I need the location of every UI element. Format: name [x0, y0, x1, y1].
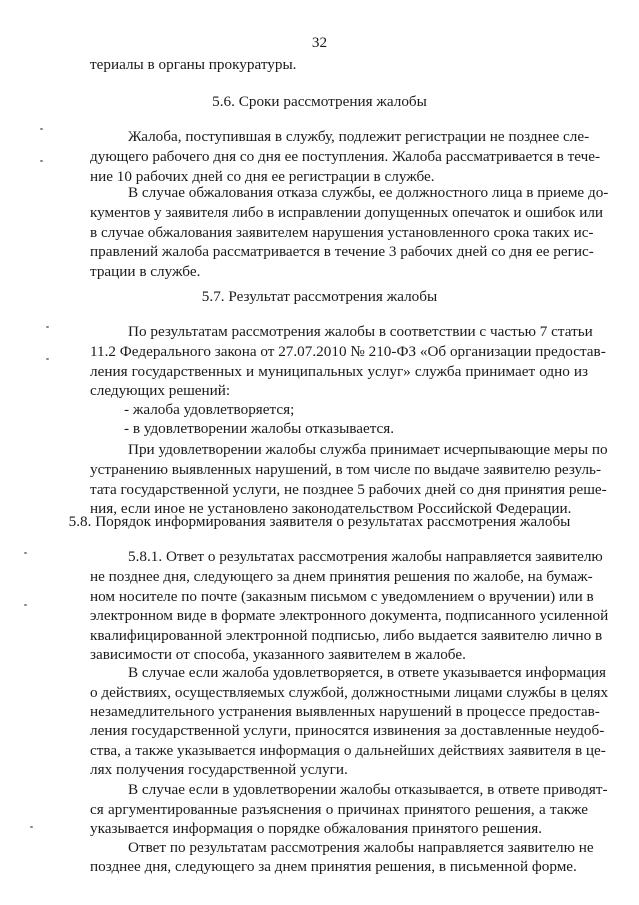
paragraph-line: не позднее дня, следующего за днем принятия решения по жалобе, на бумаж- [90, 568, 593, 585]
paragraph-line: в случае обжалования заявителем нарушения установленного срока таких ис- [90, 224, 594, 241]
paragraph-line: квалифицированной электронной подписью, либо выдается заявителю лично в [90, 627, 603, 644]
paragraph-line: В случае если жалоба удовлетворяется, в ответе указывается информация [128, 664, 606, 681]
paragraph-line: ном носителе по почте (заказным письмом с уведомлением о вручении) или в [90, 588, 594, 605]
continuation-line: териалы в органы прокуратуры. [90, 56, 297, 73]
paragraph-line: ства, а также указывается информация о дальнейших действиях заявителя в це- [90, 742, 606, 759]
paragraph-line: По результатам рассмотрения жалобы в соответствии с частью 7 статьи [128, 323, 593, 340]
paragraph-line: трации в службе. [90, 263, 201, 280]
section-heading-5-7: 5.7. Результат рассмотрения жалобы [201, 288, 438, 305]
paragraph-line: 11.2 Федерального закона от 27.07.2010 № 210-ФЗ «Об организации предостав- [90, 343, 606, 360]
paragraph-line: ления государственной услуги, приносятся извинения за доставленные неудоб- [90, 722, 605, 739]
paragraph-line: ния, если иное не установлено законодательством Российской Федерации. [90, 500, 572, 517]
paragraph-line: о действиях, осуществляемых службой, должностными лицами службы в целях [90, 684, 609, 701]
paragraph-line: устранению выявленных нарушений, в том числе по выдаче заявителю резуль- [90, 461, 602, 478]
paragraph-line: Ответ по результатам рассмотрения жалобы направляется заявителю не [128, 839, 594, 856]
list-item: - жалоба удовлетворяется; [124, 401, 295, 418]
scan-speck [46, 326, 49, 328]
paragraph-line: ся аргументированные разъяснения о причинах принятого решения, а также [90, 801, 588, 818]
paragraph-line: незамедлительного устранения выявленных нарушений в процессе предостав- [90, 703, 600, 720]
paragraph-line: кументов у заявителя либо в исправлении допущенных опечаток и ошибок или [90, 204, 604, 221]
scan-speck [46, 358, 49, 360]
paragraph-line: В случае обжалования отказа службы, ее должностного лица в приеме до- [128, 184, 609, 201]
paragraph-line: электронном виде в формате электронного документа, подписанного усиленной [90, 607, 609, 624]
scan-speck [30, 826, 33, 828]
scan-speck [24, 604, 27, 606]
section-heading-5-6: 5.6. Сроки рассмотрения жалобы [212, 93, 427, 110]
paragraph-line: 5.8.1. Ответ о результатах рассмотрения жалобы направляется заявителю [128, 548, 603, 565]
paragraph-line: лях получения государственной услуги. [90, 761, 348, 778]
paragraph-line: В случае если в удовлетворении жалобы отказывается, в ответе приводят- [128, 781, 608, 798]
paragraph-line: Жалоба, поступившая в службу, подлежит регистрации не позднее сле- [128, 128, 590, 145]
paragraph-line: дующего рабочего дня со дня ее поступления. Жалоба рассматривается в тече- [90, 148, 601, 165]
scan-speck [40, 128, 43, 130]
paragraph-line: тата государственной услуги, не позднее 5 рабочих дней со дня принятия реше- [90, 481, 607, 498]
paragraph-line: ления государственных и муниципальных услуг» служба принимает одно из [90, 363, 588, 380]
section-heading-5-8: 5.8. Порядок информирования заявителя о результатах рассмотрения жалобы [68, 513, 571, 530]
list-item: - в удовлетворении жалобы отказывается. [124, 420, 395, 437]
paragraph-line: следующих решений: [90, 382, 231, 399]
paragraph-line: правлений жалоба рассматривается в течение 3 рабочих дней со дня ее регис- [90, 243, 594, 260]
paragraph-line: зависимости от способа, указанного заявителем в жалобе. [90, 646, 466, 663]
paragraph-line: позднее дня, следующего за днем принятия решения, в письменной форме. [90, 858, 577, 875]
paragraph-line: указывается информация о порядке обжалования принятого решения. [90, 820, 543, 837]
scan-speck [24, 552, 27, 554]
scan-speck [40, 160, 43, 162]
paragraph-line: ние 10 рабочих дней со дня ее регистрации в службе. [90, 168, 435, 185]
page-number: 32 [311, 34, 328, 51]
paragraph-line: При удовлетворении жалобы служба принимает исчерпывающие меры по [128, 441, 608, 458]
